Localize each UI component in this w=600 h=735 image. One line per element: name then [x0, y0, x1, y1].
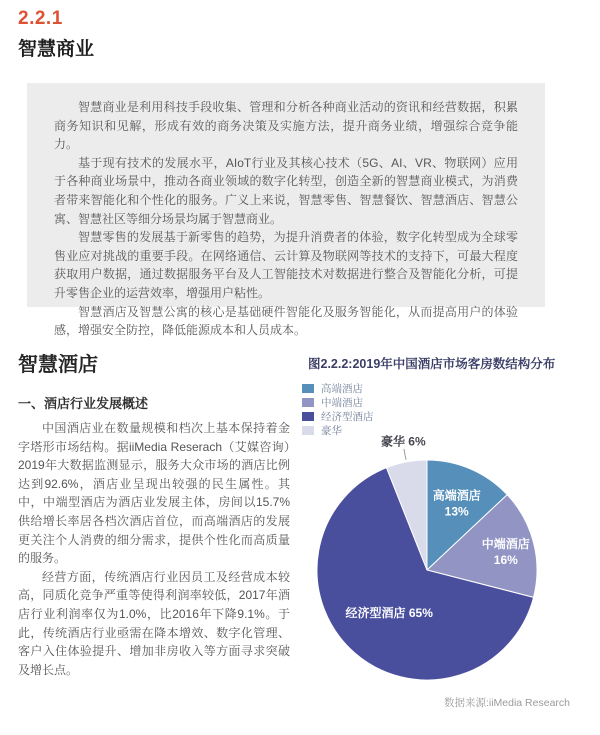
hotel-text-column	[18, 393, 290, 679]
legend-label: 中端酒店	[321, 396, 363, 409]
hotel-paragraph: 经营方面，传统酒店行业因员工及经营成本较高，同质化竞争严重等使得利润率较低，2017年酒店行业利润率仅为1.0%，比2016年下降9.1%。于此，传统酒店行业亟需在降本增效、数字化管理、客户入住体验提升、增加非房收入等方面寻求突破及增长点。	[18, 569, 290, 677]
hotel-paragraph: 中国酒店业在数量规模和档次上基本保持着金字塔形市场结构。据iiMedia Reserach（艾媒咨询）2019年大数据监测显示，服务大众市场的酒店比例达到92.6%，酒店业呈现出较强的民生属性。其中，中端型酒店为酒店业发展主体，房间以15.7%供给增长率居各档次酒店首位，而高端酒店的发展更关注个人消费的细分需求，提供个性化而高质量的服务。	[18, 421, 290, 566]
section-title: 智慧商业	[18, 39, 95, 60]
pie-chart-svg	[300, 350, 590, 720]
chart-panel	[300, 350, 590, 735]
pie-leader-line	[404, 449, 406, 460]
doc-header	[18, 8, 94, 61]
chart-source: 数据来源:iiMedia Research	[443, 697, 570, 709]
pie-label-inside: 中端酒店 16%	[481, 536, 530, 567]
intro-paragraph: 智慧酒店及智慧公寓的核心是基础硬件智能化及服务智能化，从而提高用户的体验感，增强安全防控，降低能源成本和人员成本。	[54, 304, 518, 338]
legend-label: 经济型酒店	[321, 410, 374, 423]
intro-summary-box	[27, 83, 545, 338]
hotel-section-title: 智慧酒店	[18, 354, 98, 376]
pie-label-inside: 高端酒店 13%	[432, 488, 481, 519]
section-number: 2.2.1	[18, 8, 63, 29]
chart-title: 图2.2.2:2019年中国酒店市场客房数结构分布	[308, 357, 556, 371]
legend-label: 豪华	[321, 424, 342, 437]
intro-paragraph: 智慧商业是利用科技手段收集、管理和分析各种商业活动的资讯和经营数据，积累商务知识和见解，形成有效的商务决策及实施方法，提升商务业绩，增强综合竞争能力。	[54, 100, 518, 152]
pie-label-outside: 豪华 6%	[380, 434, 426, 449]
pie-label-inside: 经济型酒店 65%	[345, 605, 433, 620]
legend-label: 高端酒店	[321, 382, 363, 395]
intro-paragraph: 智慧零售的发展基于新零售的趋势，为提升消费者的体验，数字化转型成为全球零售业应对挑战的重要手段。在网络通信、云计算及物联网等技术的支持下，可最大程度获取用户数据，通过数据服务平台及人工智能技术对数据进行整合及智能化分析，可提升零售企业的运营效率，增强用户粘性。	[54, 230, 518, 300]
hotel-subheading: 一、酒店行业发展概述	[18, 396, 149, 411]
intro-paragraph: 基于现有技术的发展水平，AIoT行业及其核心技术（5G、AI、VR、物联网）应用于各种商业场景中，推动各商业领域的数字化转型，创造全新的智慧商业模式，为消费者带来智能化和个性化的服务。广义上来说，智慧零售、智慧餐饮、智慧酒店、智慧公寓、智慧社区等细分场景均属于智慧商业。	[54, 155, 518, 226]
